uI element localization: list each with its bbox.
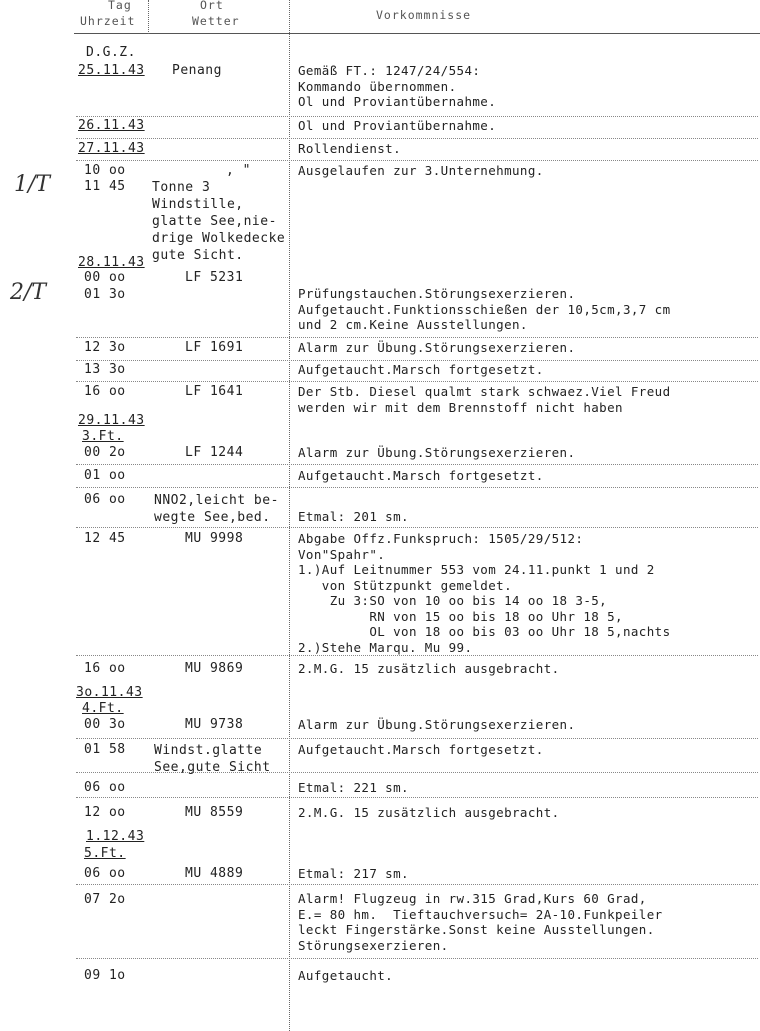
row-separator <box>76 655 758 656</box>
entry-text: Aufgetaucht.Marsch fortgesetzt. <box>298 362 544 377</box>
entry-time: 01 58 <box>84 742 126 757</box>
entry-time: 16 oo <box>84 661 126 676</box>
entry-place: Tonne 3 Windstille, glatte See,nie- drige Wolkedecke gute Sicht. <box>152 180 286 263</box>
entry-time: 07 2o <box>84 892 126 907</box>
entry-date: 27.11.43 <box>78 141 145 156</box>
entry-place: MU 9998 <box>185 531 244 546</box>
entry-text: Rollendienst. <box>298 141 402 156</box>
row-separator <box>76 487 758 488</box>
entry-subday: 3.Ft. <box>82 429 124 444</box>
entry-place: MU 9869 <box>185 661 244 676</box>
entry-time: 12 45 <box>84 531 126 546</box>
entry-date: 28.11.43 <box>78 255 145 270</box>
entry-date: D.G.Z. <box>86 45 136 60</box>
entry-time: 00 2o <box>84 445 126 460</box>
entry-time: 06 oo <box>84 780 126 795</box>
row-separator <box>76 464 758 465</box>
entry-text: Aufgetaucht.Marsch fortgesetzt. <box>298 742 544 757</box>
entry-text: Etmal: 201 sm. <box>298 509 409 524</box>
entry-text: Etmal: 217 sm. <box>298 866 409 881</box>
entry-time: 01 3o <box>84 287 126 302</box>
entry-text: Alarm zur Übung.Störungsexerzieren. <box>298 445 576 460</box>
entry-time: 09 1o <box>84 968 126 983</box>
entry-date: 29.11.43 <box>78 413 145 428</box>
entry-text: Der Stb. Diesel qualmt stark schwaez.Viel Freud werden wir mit dem Brennstoff nicht haben <box>298 384 671 415</box>
entry-place: MU 9738 <box>185 717 244 732</box>
entry-time: 16 oo <box>84 384 126 399</box>
entry-time: 10 oo <box>84 163 126 178</box>
entry-place: NNO2,leicht be- wegte See,bed. <box>154 493 279 525</box>
header-tag: Tag <box>108 0 132 12</box>
row-separator <box>76 360 758 361</box>
entry-place: LF 1641 <box>185 384 244 399</box>
entry-text: Prüfungstauchen.Störungsexerzieren. Aufgetaucht.Funktionsschießen der 10,5cm,3,7 cm und 2 cm.Keine Ausstellungen. <box>298 286 671 332</box>
row-separator <box>76 797 758 798</box>
entry-text: Aufgetaucht.Marsch fortgesetzt. <box>298 468 544 483</box>
row-separator <box>76 958 758 959</box>
entry-date: 1.12.43 <box>86 829 145 844</box>
entry-text: 2.M.G. 15 zusätzlich ausgebracht. <box>298 661 560 676</box>
row-separator <box>76 381 758 382</box>
header-vorkommnisse: Vorkommnisse <box>376 8 472 22</box>
margin-mark: 2/T <box>10 280 47 305</box>
entry-text: Aufgetaucht. <box>298 968 394 983</box>
entry-place: MU 4889 <box>185 866 244 881</box>
entry-time: 06 oo <box>84 492 126 507</box>
entry-text: Ol und Proviantübernahme. <box>298 118 497 133</box>
entry-date: 3o.11.43 <box>76 685 143 700</box>
row-separator <box>76 884 758 885</box>
header-wetter: Wetter <box>192 14 240 28</box>
entry-time: 11 45 <box>84 179 126 194</box>
column-divider <box>148 0 149 34</box>
entry-place: LF 1691 <box>185 340 244 355</box>
entry-place: LF 5231 <box>185 270 244 285</box>
entry-time: 13 3o <box>84 362 126 377</box>
entry-place: LF 1244 <box>185 445 244 460</box>
entry-text: Etmal: 221 sm. <box>298 780 409 795</box>
entry-date: 25.11.43 <box>78 63 145 78</box>
entry-text: Alarm zur Übung.Störungsexerzieren. <box>298 340 576 355</box>
entry-place: Penang <box>172 63 222 78</box>
header-rule <box>74 33 760 34</box>
margin-mark: 1/T <box>14 172 51 197</box>
entry-place: Windst.glatte See,gute Sicht <box>154 743 271 775</box>
entry-time: 00 oo <box>84 270 126 285</box>
entry-text: 2.M.G. 15 zusätzlich ausgebracht. <box>298 805 560 820</box>
row-separator <box>76 738 758 739</box>
entry-text: Ausgelaufen zur 3.Unternehmung. <box>298 163 544 178</box>
entry-place: , " <box>226 163 251 178</box>
entry-time: 01 oo <box>84 468 126 483</box>
header-ort: Ort <box>200 0 224 12</box>
entry-text: Gemäß FT.: 1247/24/554: Kommando übernommen. Ol und Proviantübernahme. <box>298 63 497 109</box>
row-separator <box>76 527 758 528</box>
row-separator <box>76 160 758 161</box>
row-separator <box>76 138 758 139</box>
entry-text: Alarm zur Übung.Störungsexerzieren. <box>298 717 576 732</box>
entry-time: 00 3o <box>84 717 126 732</box>
entry-date: 26.11.43 <box>78 118 145 133</box>
entry-place: MU 8559 <box>185 805 244 820</box>
row-separator <box>76 116 758 117</box>
entry-subday: 5.Ft. <box>84 846 126 861</box>
row-separator <box>76 337 758 338</box>
entry-text: Alarm! Flugzeug in rw.315 Grad,Kurs 60 Grad, E.= 80 hm. Tieftauchversuch= 2A-10.Funkpeiler leckt Fingerstärke.Sonst keine Ausstellungen. Störungsexerzieren. <box>298 891 663 953</box>
entry-subday: 4.Ft. <box>82 701 124 716</box>
entry-text: Abgabe Offz.Funkspruch: 1505/29/512: Von"Spahr". 1.)Auf Leitnummer 553 vom 24.11.punkt 1 und 2 von Stützpunkt gemeldet. Zu 3:SO von 10 oo bis 14 oo 18 3-5, RN von 15 oo bis 18 oo Uhr 18 5, OL von 18 oo bis 03 oo Uhr 18 5,nachts 2.)Stehe Marqu. Mu 99. <box>298 531 671 655</box>
entry-time: 06 oo <box>84 866 126 881</box>
entry-time: 12 3o <box>84 340 126 355</box>
header-uhrzeit: Uhrzeit <box>80 14 136 28</box>
entry-time: 12 oo <box>84 805 126 820</box>
